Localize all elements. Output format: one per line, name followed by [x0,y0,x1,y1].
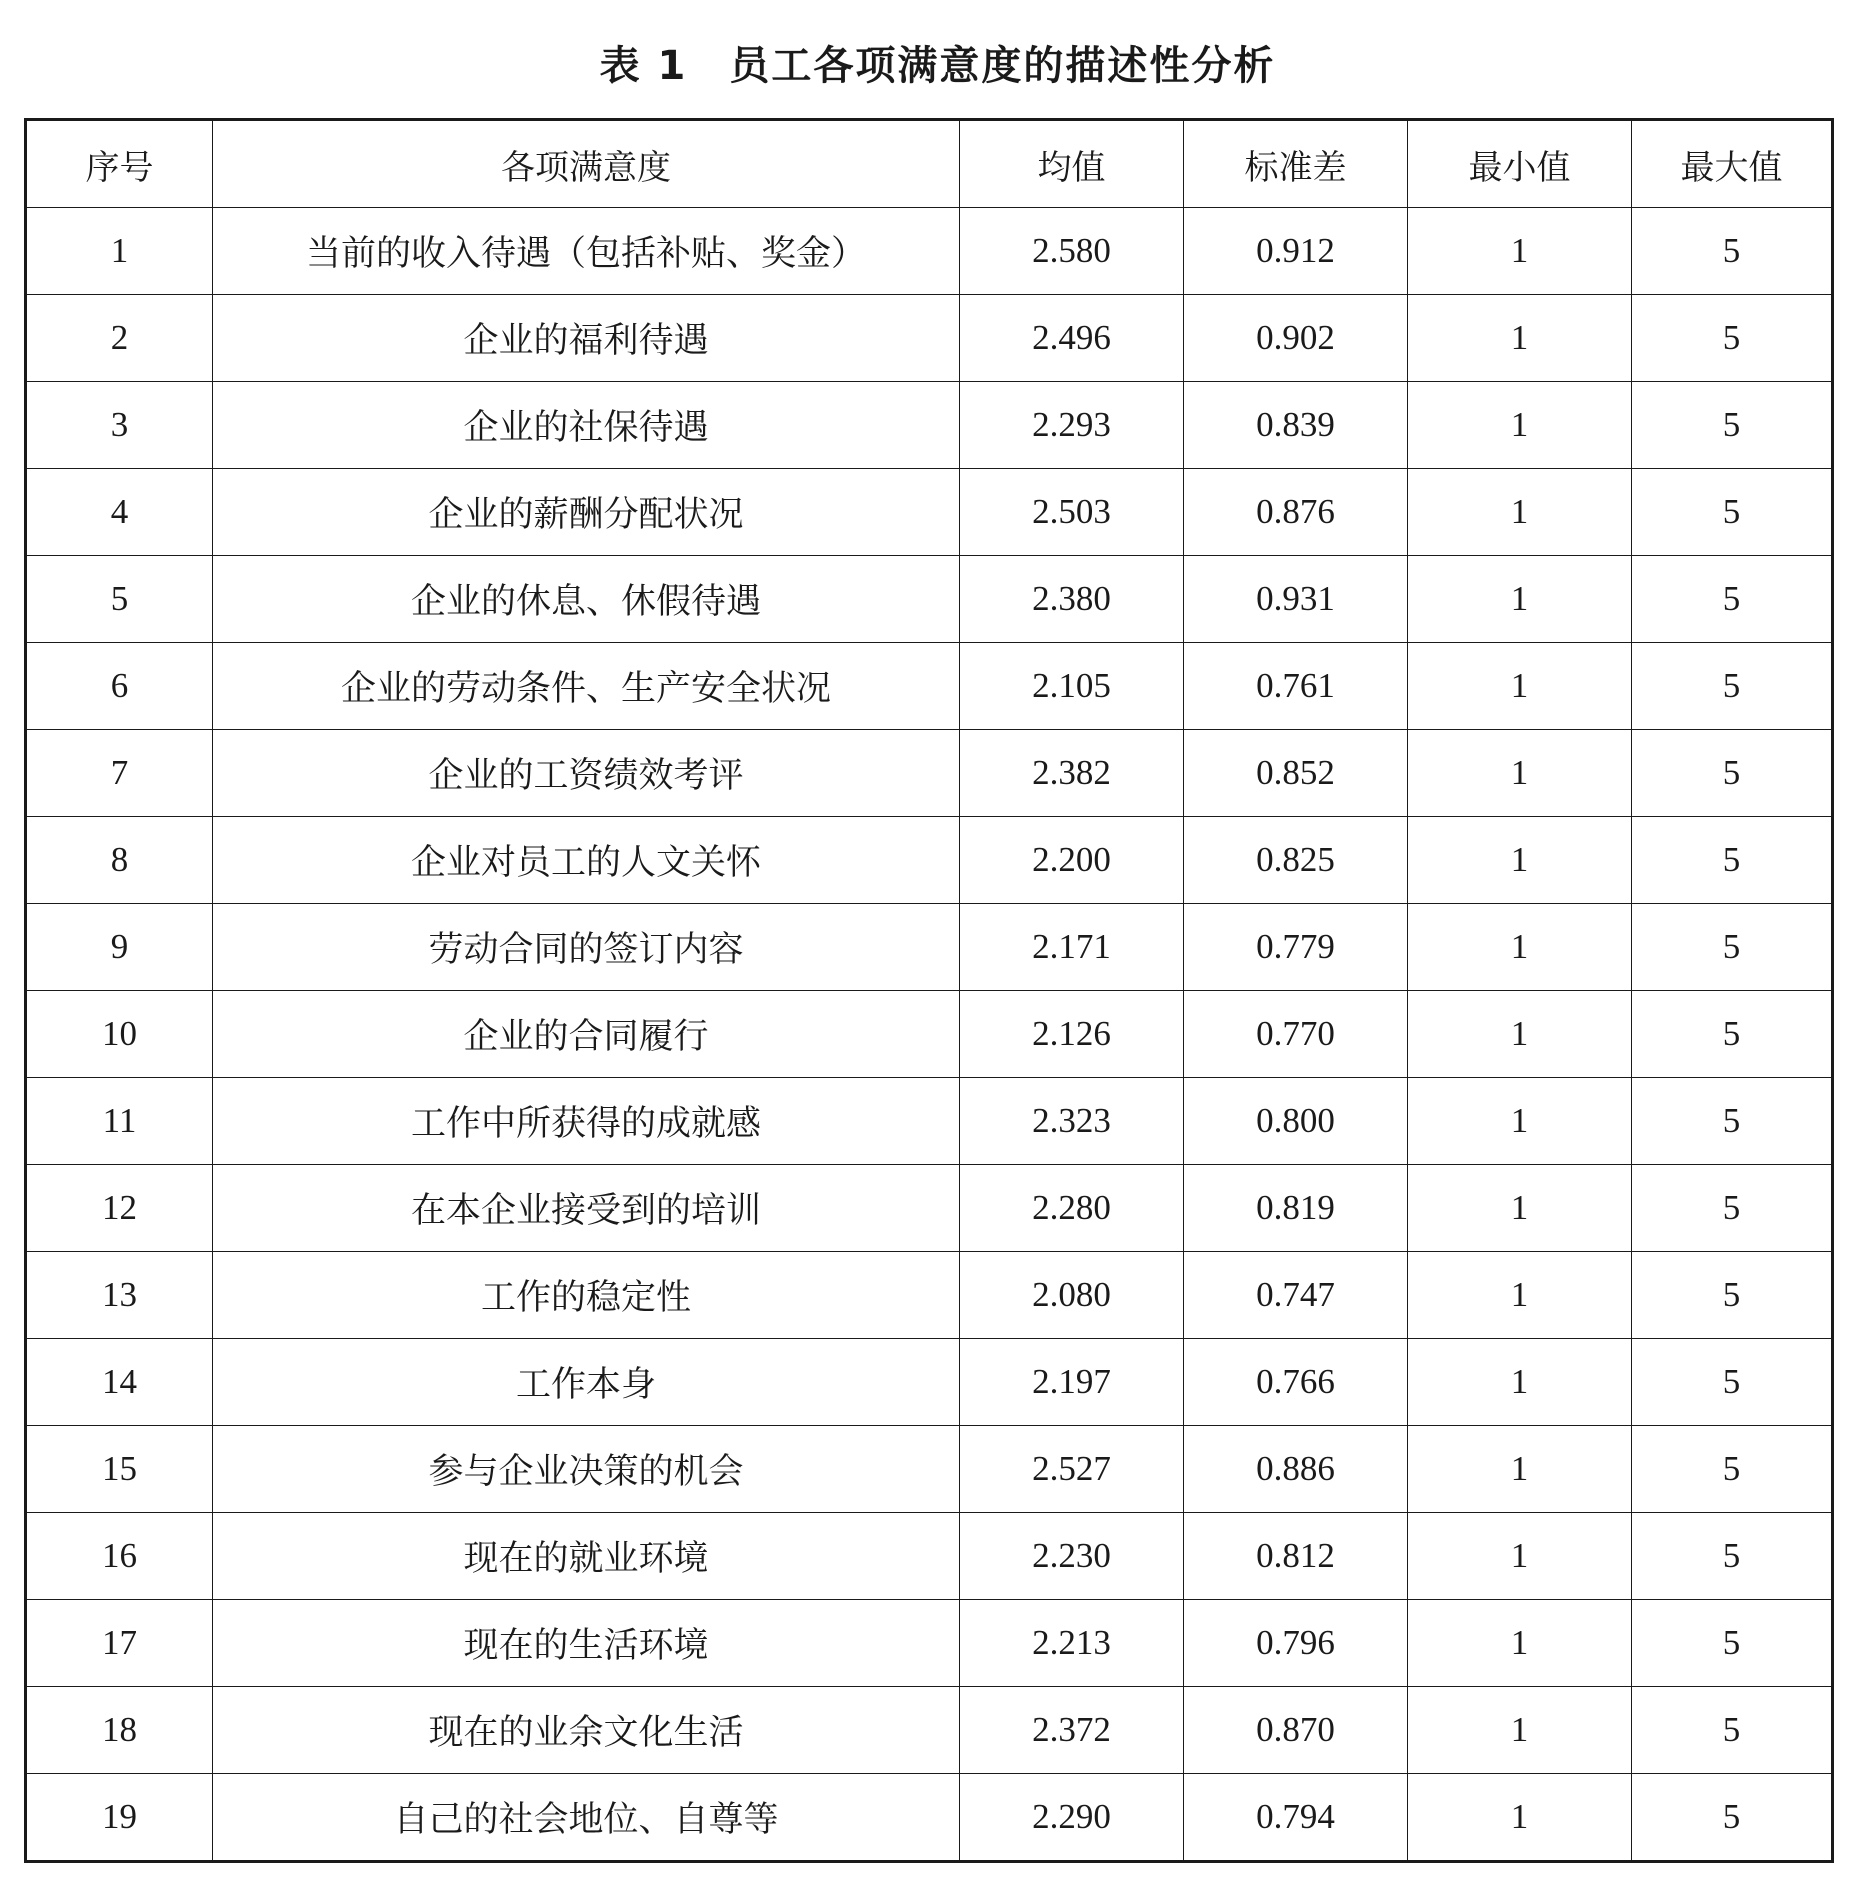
cell-no: 14 [26,1339,213,1426]
cell-sd: 0.886 [1184,1426,1408,1513]
table-row [26,904,1833,991]
cell-no: 19 [26,1774,213,1862]
cell-sd: 0.796 [1184,1600,1408,1687]
cell-sd: 0.825 [1184,817,1408,904]
cell-max: 5 [1632,1426,1833,1513]
cell-no: 16 [26,1513,213,1600]
cell-min: 1 [1408,643,1632,730]
cell-min: 1 [1408,382,1632,469]
cell-min: 1 [1408,904,1632,991]
cell-item: 企业的劳动条件、生产安全状况 [213,643,960,730]
cell-max: 5 [1632,1165,1833,1252]
cell-max: 5 [1632,208,1833,295]
table-row [26,1165,1833,1252]
cell-item: 劳动合同的签订内容 [213,904,960,991]
cell-max: 5 [1632,295,1833,382]
satisfaction-table [24,118,1834,1863]
cell-no: 1 [26,208,213,295]
cell-sd: 0.794 [1184,1774,1408,1862]
cell-no: 13 [26,1252,213,1339]
cell-min: 1 [1408,1339,1632,1426]
table-row [26,1513,1833,1600]
cell-no: 4 [26,469,213,556]
cell-max: 5 [1632,1774,1833,1862]
cell-item: 企业的合同履行 [213,991,960,1078]
header-min: 最小值 [1408,120,1632,208]
table-row [26,556,1833,643]
cell-item: 工作中所获得的成就感 [213,1078,960,1165]
cell-sd: 0.812 [1184,1513,1408,1600]
cell-mean: 2.197 [960,1339,1184,1426]
cell-mean: 2.080 [960,1252,1184,1339]
table-row [26,295,1833,382]
cell-no: 7 [26,730,213,817]
cell-min: 1 [1408,991,1632,1078]
cell-mean: 2.105 [960,643,1184,730]
cell-sd: 0.747 [1184,1252,1408,1339]
cell-max: 5 [1632,1339,1833,1426]
table-row [26,382,1833,469]
table-row [26,643,1833,730]
cell-mean: 2.382 [960,730,1184,817]
cell-item: 参与企业决策的机会 [213,1426,960,1513]
cell-sd: 0.819 [1184,1165,1408,1252]
cell-mean: 2.213 [960,1600,1184,1687]
cell-mean: 2.380 [960,556,1184,643]
cell-item: 现在的业余文化生活 [213,1687,960,1774]
cell-item: 企业的休息、休假待遇 [213,556,960,643]
cell-no: 2 [26,295,213,382]
cell-item: 企业的薪酬分配状况 [213,469,960,556]
cell-no: 12 [26,1165,213,1252]
cell-min: 1 [1408,1774,1632,1862]
cell-item: 企业对员工的人文关怀 [213,817,960,904]
cell-mean: 2.527 [960,1426,1184,1513]
header-no: 序号 [26,120,213,208]
cell-mean: 2.293 [960,382,1184,469]
table-row [26,817,1833,904]
cell-sd: 0.766 [1184,1339,1408,1426]
cell-sd: 0.839 [1184,382,1408,469]
table-row [26,1078,1833,1165]
cell-max: 5 [1632,643,1833,730]
cell-max: 5 [1632,1513,1833,1600]
cell-no: 11 [26,1078,213,1165]
cell-min: 1 [1408,817,1632,904]
table-row [26,1687,1833,1774]
cell-sd: 0.770 [1184,991,1408,1078]
header-sd: 标准差 [1184,120,1408,208]
cell-sd: 0.912 [1184,208,1408,295]
cell-min: 1 [1408,1513,1632,1600]
cell-item: 企业的工资绩效考评 [213,730,960,817]
cell-item: 现在的就业环境 [213,1513,960,1600]
cell-max: 5 [1632,817,1833,904]
cell-no: 15 [26,1426,213,1513]
cell-item: 现在的生活环境 [213,1600,960,1687]
table-row [26,1252,1833,1339]
cell-min: 1 [1408,208,1632,295]
cell-mean: 2.280 [960,1165,1184,1252]
cell-item: 在本企业接受到的培训 [213,1165,960,1252]
header-max: 最大值 [1632,120,1833,208]
cell-sd: 0.902 [1184,295,1408,382]
cell-max: 5 [1632,1252,1833,1339]
cell-no: 5 [26,556,213,643]
table-row [26,1339,1833,1426]
cell-mean: 2.171 [960,904,1184,991]
cell-mean: 2.200 [960,817,1184,904]
cell-mean: 2.496 [960,295,1184,382]
table-title: 表 1 员工各项满意度的描述性分析 [599,43,1276,89]
table-row [26,1600,1833,1687]
header-mean: 均值 [960,120,1184,208]
cell-min: 1 [1408,1165,1632,1252]
cell-no: 10 [26,991,213,1078]
cell-sd: 0.779 [1184,904,1408,991]
table-row [26,991,1833,1078]
cell-no: 3 [26,382,213,469]
cell-no: 17 [26,1600,213,1687]
header-item: 各项满意度 [213,120,960,208]
cell-sd: 0.931 [1184,556,1408,643]
cell-no: 6 [26,643,213,730]
cell-min: 1 [1408,730,1632,817]
cell-min: 1 [1408,1078,1632,1165]
cell-max: 5 [1632,904,1833,991]
cell-mean: 2.323 [960,1078,1184,1165]
cell-no: 18 [26,1687,213,1774]
cell-sd: 0.800 [1184,1078,1408,1165]
cell-max: 5 [1632,730,1833,817]
cell-max: 5 [1632,469,1833,556]
cell-mean: 2.580 [960,208,1184,295]
table-row [26,208,1833,295]
cell-sd: 0.761 [1184,643,1408,730]
table-row [26,1426,1833,1513]
cell-max: 5 [1632,1687,1833,1774]
cell-item: 自己的社会地位、自尊等 [213,1774,960,1862]
cell-min: 1 [1408,556,1632,643]
cell-mean: 2.230 [960,1513,1184,1600]
cell-max: 5 [1632,382,1833,469]
cell-mean: 2.372 [960,1687,1184,1774]
table-row [26,1774,1833,1862]
cell-item: 当前的收入待遇（包括补贴、奖金） [213,208,960,295]
table-row [26,469,1833,556]
cell-item: 工作的稳定性 [213,1252,960,1339]
cell-min: 1 [1408,1252,1632,1339]
cell-max: 5 [1632,991,1833,1078]
cell-sd: 0.852 [1184,730,1408,817]
cell-max: 5 [1632,1078,1833,1165]
cell-item: 企业的福利待遇 [213,295,960,382]
header-row [26,120,1833,208]
table-row [26,730,1833,817]
cell-sd: 0.876 [1184,469,1408,556]
cell-no: 9 [26,904,213,991]
cell-item: 企业的社保待遇 [213,382,960,469]
cell-min: 1 [1408,469,1632,556]
cell-min: 1 [1408,1687,1632,1774]
cell-mean: 2.503 [960,469,1184,556]
cell-max: 5 [1632,1600,1833,1687]
cell-mean: 2.290 [960,1774,1184,1862]
cell-max: 5 [1632,556,1833,643]
cell-min: 1 [1408,295,1632,382]
cell-item: 工作本身 [213,1339,960,1426]
cell-no: 8 [26,817,213,904]
cell-sd: 0.870 [1184,1687,1408,1774]
cell-mean: 2.126 [960,991,1184,1078]
cell-min: 1 [1408,1426,1632,1513]
cell-min: 1 [1408,1600,1632,1687]
table-body [26,208,1833,1862]
